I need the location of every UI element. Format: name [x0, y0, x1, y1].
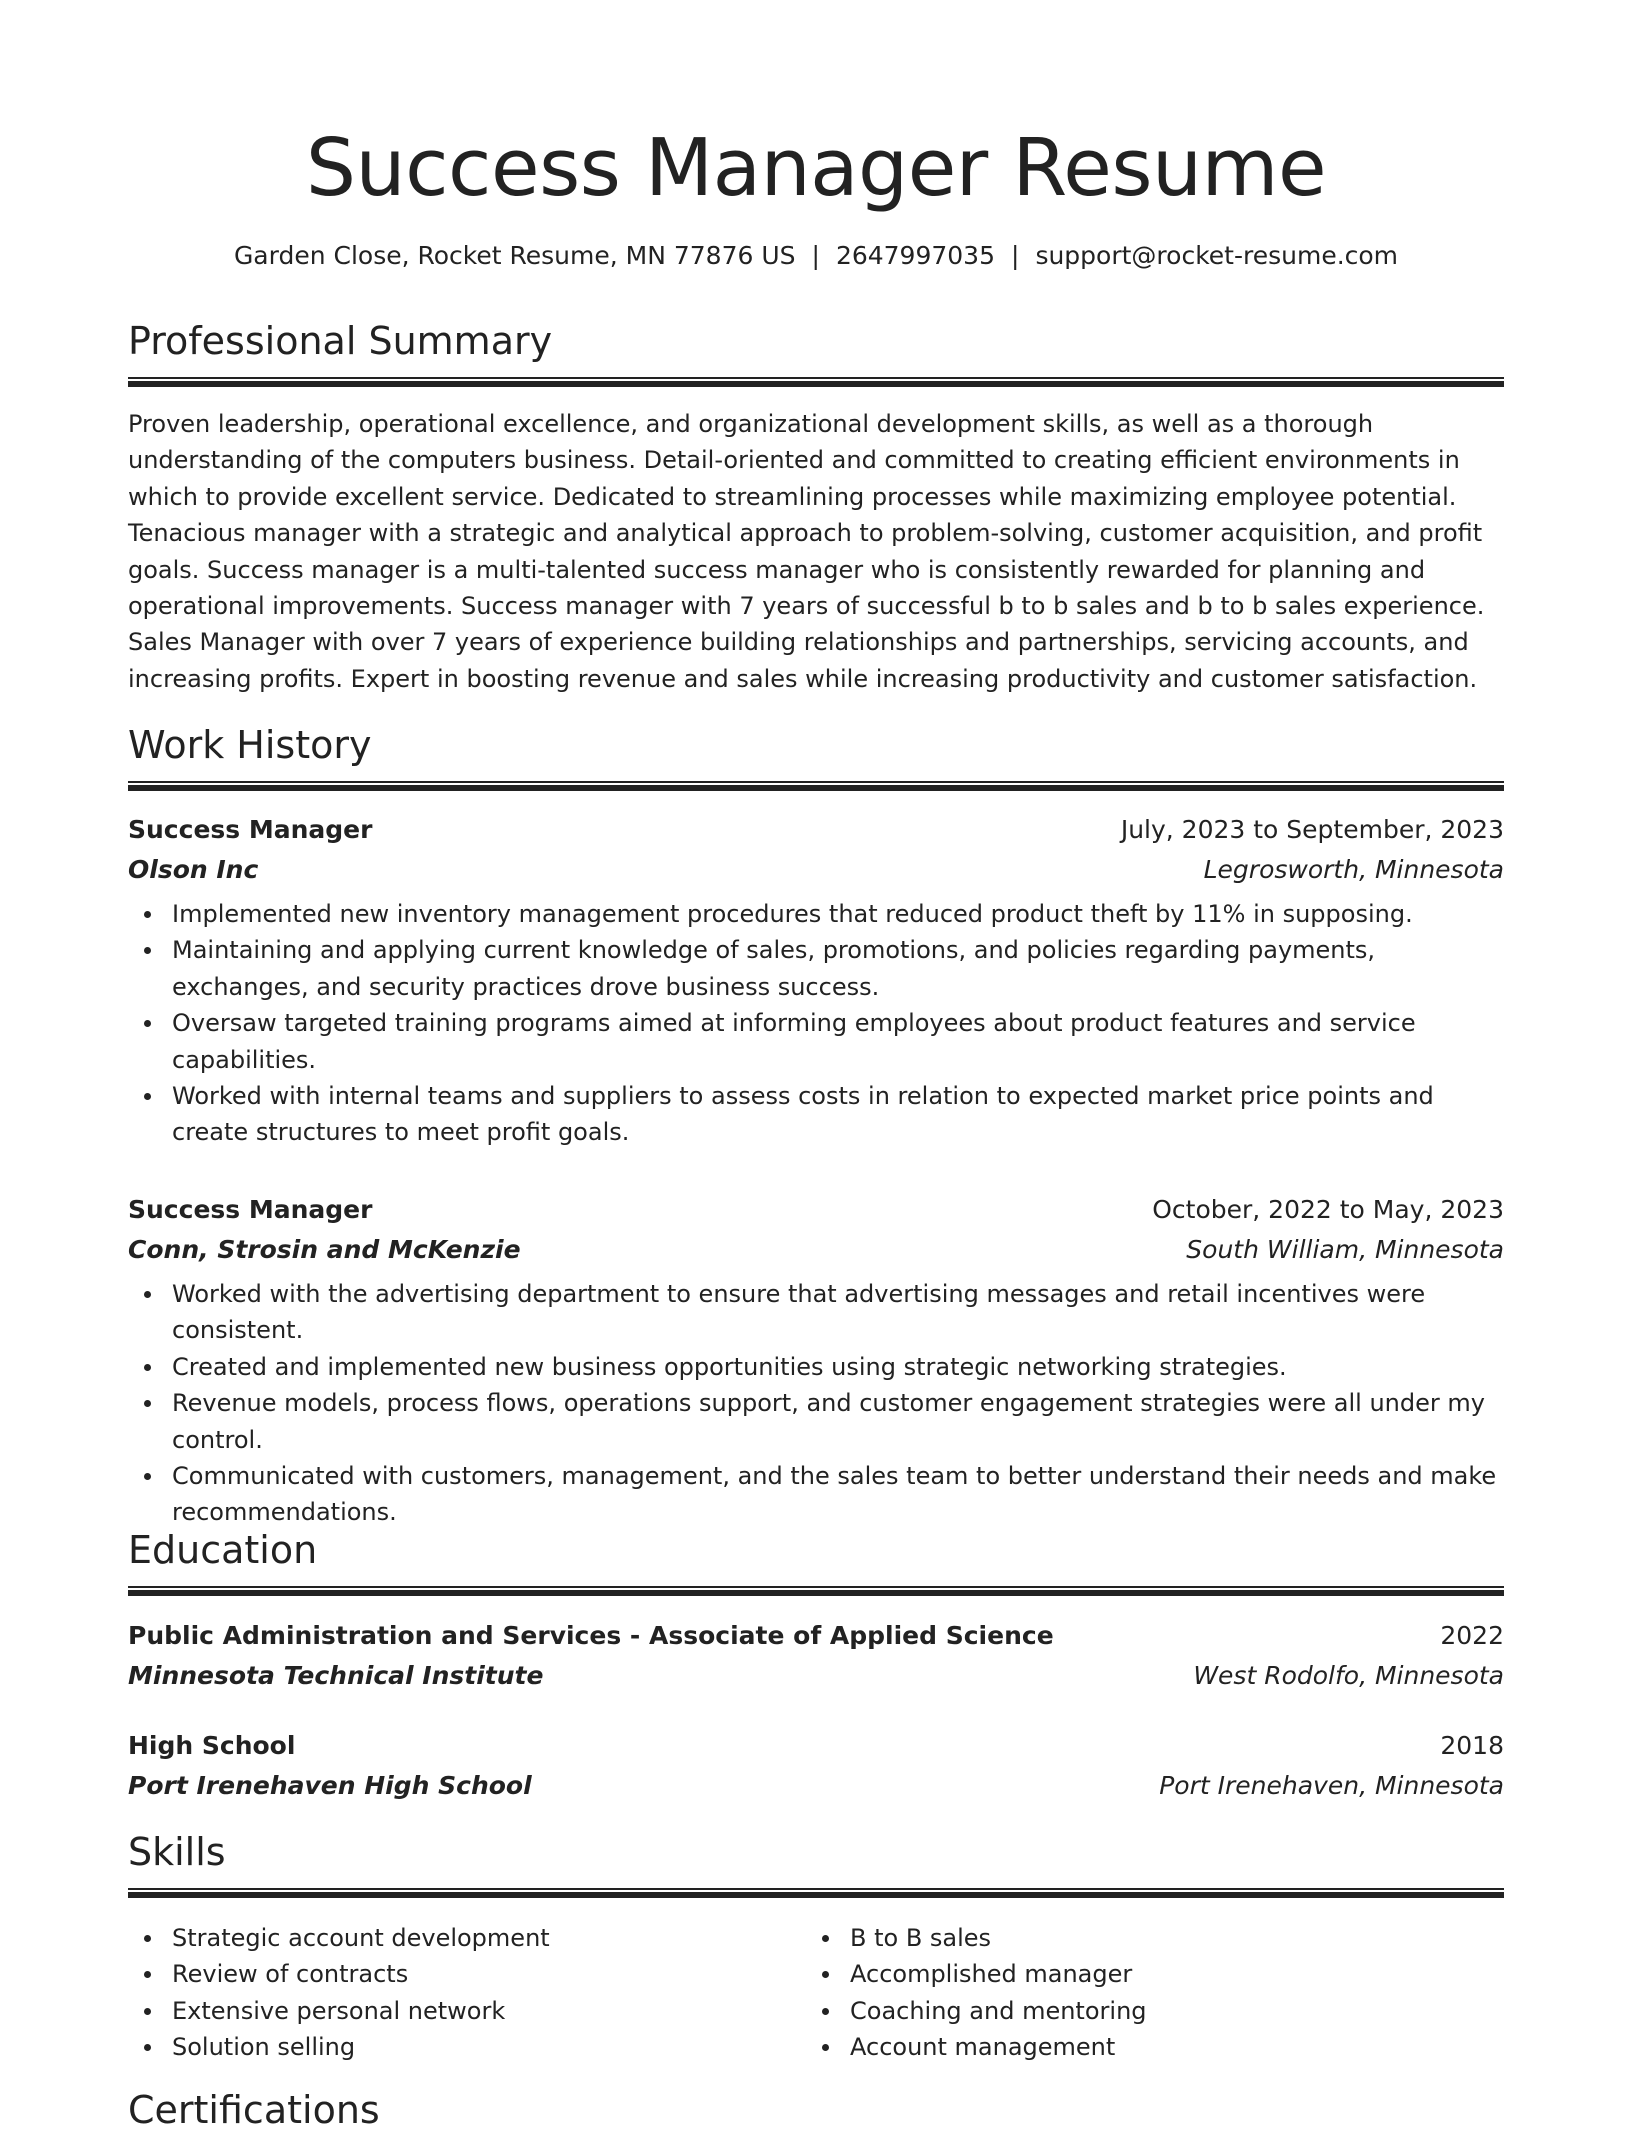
education-location: Port Irenehaven, Minnesota — [1159, 1771, 1504, 1800]
education-school-row — [128, 1656, 1504, 1696]
contact-line — [128, 238, 1504, 274]
skills-heading: Skills — [128, 1830, 226, 1874]
skills-list — [128, 1920, 788, 2066]
certifications-section-header — [128, 2085, 1504, 2135]
education-degree: High School — [128, 1731, 296, 1760]
job-header-row — [128, 810, 1504, 850]
job-header-row — [128, 1190, 1504, 1230]
education-degree: Public Administration and Services - Associate of Applied Science — [128, 1621, 1054, 1650]
work-heading: Work History — [128, 723, 372, 767]
job-company-row — [128, 850, 1504, 890]
job-location: South William, Minnesota — [1186, 1235, 1504, 1264]
job-bullet: Worked with the advertising department to ensure that advertising messages and retail incentives were consistent. — [128, 1276, 1504, 1349]
education-year: 2018 — [1440, 1731, 1504, 1760]
section-divider — [128, 1888, 1504, 1898]
skills-list — [806, 1920, 1466, 2066]
skill-item: Extensive personal network — [128, 1993, 788, 2029]
job-bullets — [128, 896, 1504, 1151]
section-divider — [128, 1586, 1504, 1596]
resume-title: Success Manager Resume — [305, 122, 1327, 214]
job-title: Success Manager — [128, 815, 373, 844]
contact-address: Garden Close, Rocket Resume, MN 77876 US — [233, 241, 796, 270]
education-header-row — [128, 1726, 1504, 1766]
contact-separator: | — [811, 241, 820, 270]
education-entry — [128, 1616, 1504, 1696]
summary-section-header — [128, 316, 1504, 366]
job-company: Conn, Strosin and McKenzie — [128, 1235, 521, 1264]
job-bullets — [128, 1276, 1504, 1531]
education-year: 2022 — [1440, 1621, 1504, 1650]
education-section-header — [128, 1525, 1504, 1575]
work-section-header — [128, 720, 1504, 770]
summary-heading: Professional Summary — [128, 319, 553, 363]
job-bullet: Created and implemented new business opportunities using strategic networking strategies. — [128, 1349, 1504, 1385]
education-school-row — [128, 1766, 1504, 1806]
skill-item: Solution selling — [128, 2029, 788, 2065]
skills-section-header — [128, 1827, 1504, 1877]
summary-text: Proven leadership, operational excellence, and organizational development skills, as well as a thorough understanding of the computers business. Detail-oriented and committed to creating efficient environments in which to provide excellent service. Dedicated to streamlining processes while maximizing employee potential. Tenacious manager with a strategic and analytical approach to problem-solving, customer acquisition, and profit goals. Success manager is a multi-talented success manager who is consistently rewarded for planning and operational improvements. Success manager with 7 years of successful b to b sales and b to b sales experience. Sales Manager with over 7 years of experience building relationships and partnerships, servicing accounts, and increasing profits. Expert in boosting revenue and sales while increasing productivity and customer satisfaction. — [128, 410, 1485, 693]
skills-column-right — [806, 1920, 1466, 2066]
certifications-heading: Certifications — [128, 2088, 380, 2132]
skill-item: Accomplished manager — [806, 1956, 1466, 1992]
job-entry — [128, 810, 1504, 1151]
job-company-row — [128, 1230, 1504, 1270]
education-heading: Education — [128, 1528, 318, 1572]
contact-separator: | — [1011, 241, 1020, 270]
education-school: Minnesota Technical Institute — [128, 1661, 544, 1690]
job-bullet: Implemented new inventory management procedures that reduced product theft by 11% in supposing. — [128, 896, 1504, 932]
skills-column-left — [128, 1920, 788, 2066]
job-bullet: Oversaw targeted training programs aimed at informing employees about product features and service capabilities. — [128, 1005, 1504, 1078]
skill-item: B to B sales — [806, 1920, 1466, 1956]
job-title: Success Manager — [128, 1195, 373, 1224]
job-location: Legrosworth, Minnesota — [1203, 855, 1504, 884]
section-divider — [128, 377, 1504, 387]
education-school: Port Irenehaven High School — [128, 1771, 532, 1800]
job-bullet: Communicated with customers, management, and the sales team to better understand their needs and make recommendations. — [128, 1458, 1504, 1531]
contact-phone: 2647997035 — [835, 241, 995, 270]
skill-item: Account management — [806, 2029, 1466, 2065]
section-divider — [128, 781, 1504, 791]
job-bullet: Revenue models, process flows, operations support, and customer engagement strategies were all under my control. — [128, 1385, 1504, 1458]
education-location: West Rodolfo, Minnesota — [1193, 1661, 1504, 1690]
job-company: Olson Inc — [128, 855, 259, 884]
skill-item: Coaching and mentoring — [806, 1993, 1466, 2029]
job-dates: October, 2022 to May, 2023 — [1152, 1195, 1504, 1224]
contact-email: support@rocket-resume.com — [1035, 241, 1399, 270]
job-dates: July, 2023 to September, 2023 — [1120, 815, 1504, 844]
job-bullet: Maintaining and applying current knowledge of sales, promotions, and policies regarding payments, exchanges, and security practices drove business success. — [128, 932, 1504, 1005]
job-bullet: Worked with internal teams and suppliers to assess costs in relation to expected market price points and create structures to meet profit goals. — [128, 1078, 1504, 1151]
education-entry — [128, 1726, 1504, 1806]
skill-item: Review of contracts — [128, 1956, 788, 1992]
education-header-row — [128, 1616, 1504, 1656]
job-entry — [128, 1190, 1504, 1531]
skill-item: Strategic account development — [128, 1920, 788, 1956]
